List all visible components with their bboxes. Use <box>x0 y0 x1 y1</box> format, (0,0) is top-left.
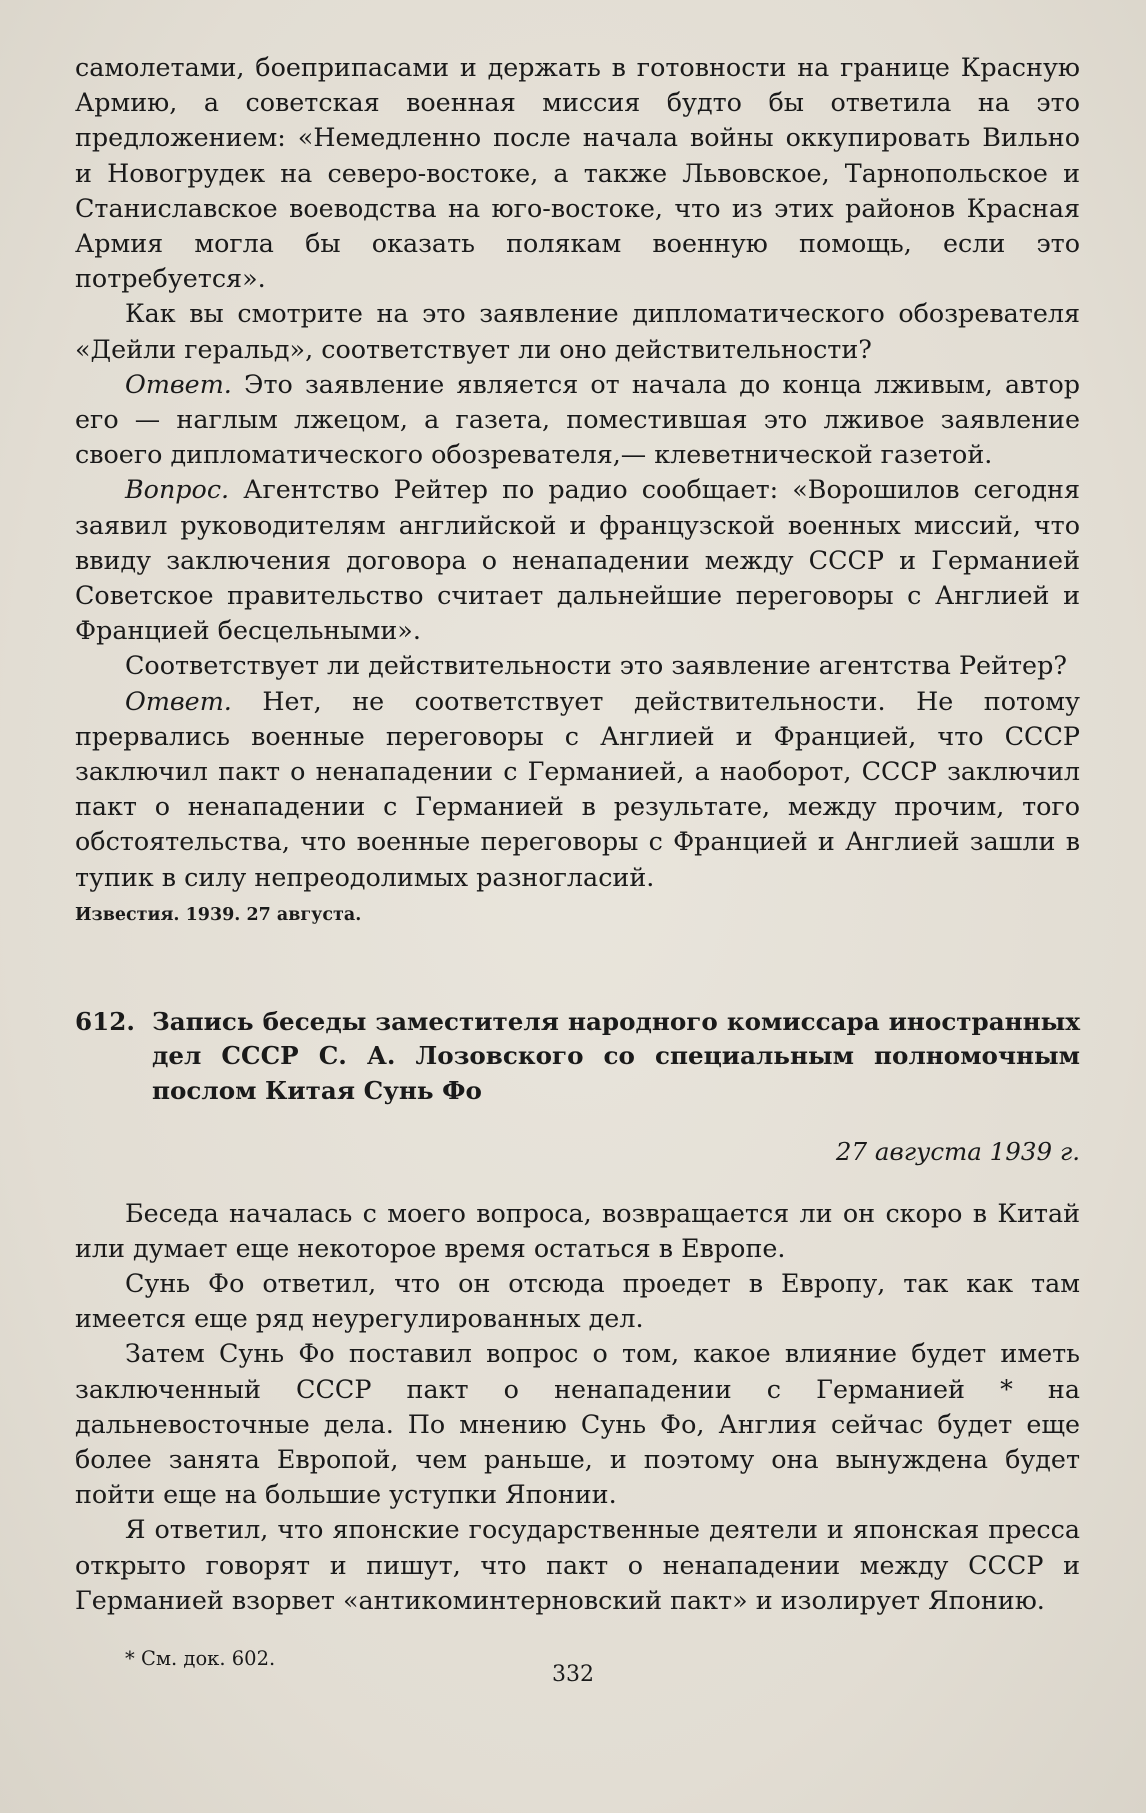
paragraph: Сунь Фо ответил, что он отсюда проедет в Европу, так как там имеется еще ряд неурегулированных дел. <box>75 1267 1080 1334</box>
paragraph: Беседа началась с моего вопроса, возвращается ли он скоро в Китай или думает еще некоторое время остаться в Европе. <box>75 1197 1080 1263</box>
document-heading <box>75 1005 1080 1109</box>
document-date: 27 августа 1939 г. <box>835 1137 1080 1167</box>
paragraph: Я ответил, что японские государственные деятели и японская пресса открыто говорят и пишут, что пакт о ненападении между СССР и Германией взорвет «антикоминтерновский пакт» и изолирует Японию. <box>75 1514 1080 1615</box>
answer-text: Нет, не соответствует действительности. Не потому прервались военные переговоры с Англией и Францией, что СССР заключил пакт о ненападении с Германией, а наоборот, СССР заключил пакт о ненападении с Германией в результате, между прочим, того обстоятельства, что военные переговоры с Францией и Англией зашли в тупик в силу непреодолимых разногласий. <box>75 685 1080 892</box>
question-label: Вопрос. <box>125 474 230 505</box>
footnote: * См. док. 602. <box>125 1647 276 1671</box>
paragraph: Затем Сунь Фо поставил вопрос о том, какое влияние будет иметь заключенный СССР пакт о ненападении с Германией * на дальневосточные дела. По мнению Сунь Фо, Англия сейчас будет еще более занята Европой, чем раньше, и поэтому она вынуждена будет пойти еще на большие уступки Японии. <box>75 1338 1080 1510</box>
paragraph: самолетами, боеприпасами и держать в готовности на границе Красную Армию, а советская военная миссия будто бы ответила на это предложением: «Немедленно после начала войны оккупировать Вильно и Новогрудек на северо-востоке, а также Львовское, Тарнопольское и Станиславское воеводства на юго-востоке, что из этих районов Красная Армия могла бы оказать полякам военную помощь, если это потребуется». <box>75 52 1080 294</box>
question-text: Агентство Рейтер по радио сообщает: «Ворошилов сегодня заявил руководителям английской и французской военных миссий, что ввиду заключения договора о ненападении между СССР и Германией Советское правительство считает дальнейшие переговоры с Англией и Францией бесцельными». <box>75 474 1080 646</box>
paragraph: Как вы смотрите на это заявление дипломатического обозревателя «Дейли геральд», соответствует ли оно действительности? <box>75 298 1080 364</box>
paragraph: Соответствует ли действительности это заявление агентства Рейтер? <box>125 650 1067 681</box>
answer-label: Ответ. <box>125 368 232 399</box>
answer-paragraph <box>75 367 1080 473</box>
answer-text: Это заявление является от начала до конца лживым, автор его — наглым лжецом, а газета, поместившая это лживое заявление своего дипломатического обозревателя,— клеветнической газетой. <box>75 368 1080 470</box>
page-number: 332 <box>552 1662 594 1687</box>
question-paragraph <box>75 472 1080 648</box>
document-number: 612. <box>75 1006 135 1036</box>
answer-label: Ответ. <box>125 685 232 716</box>
answer-paragraph <box>75 684 1080 895</box>
source-citation: Известия. 1939. 27 августа. <box>75 904 362 925</box>
document-title: Запись беседы заместителя народного комиссара иностранных дел СССР С. А. Лозовского со специальным полномочным послом Китая Сунь Фо <box>152 1006 1080 1105</box>
